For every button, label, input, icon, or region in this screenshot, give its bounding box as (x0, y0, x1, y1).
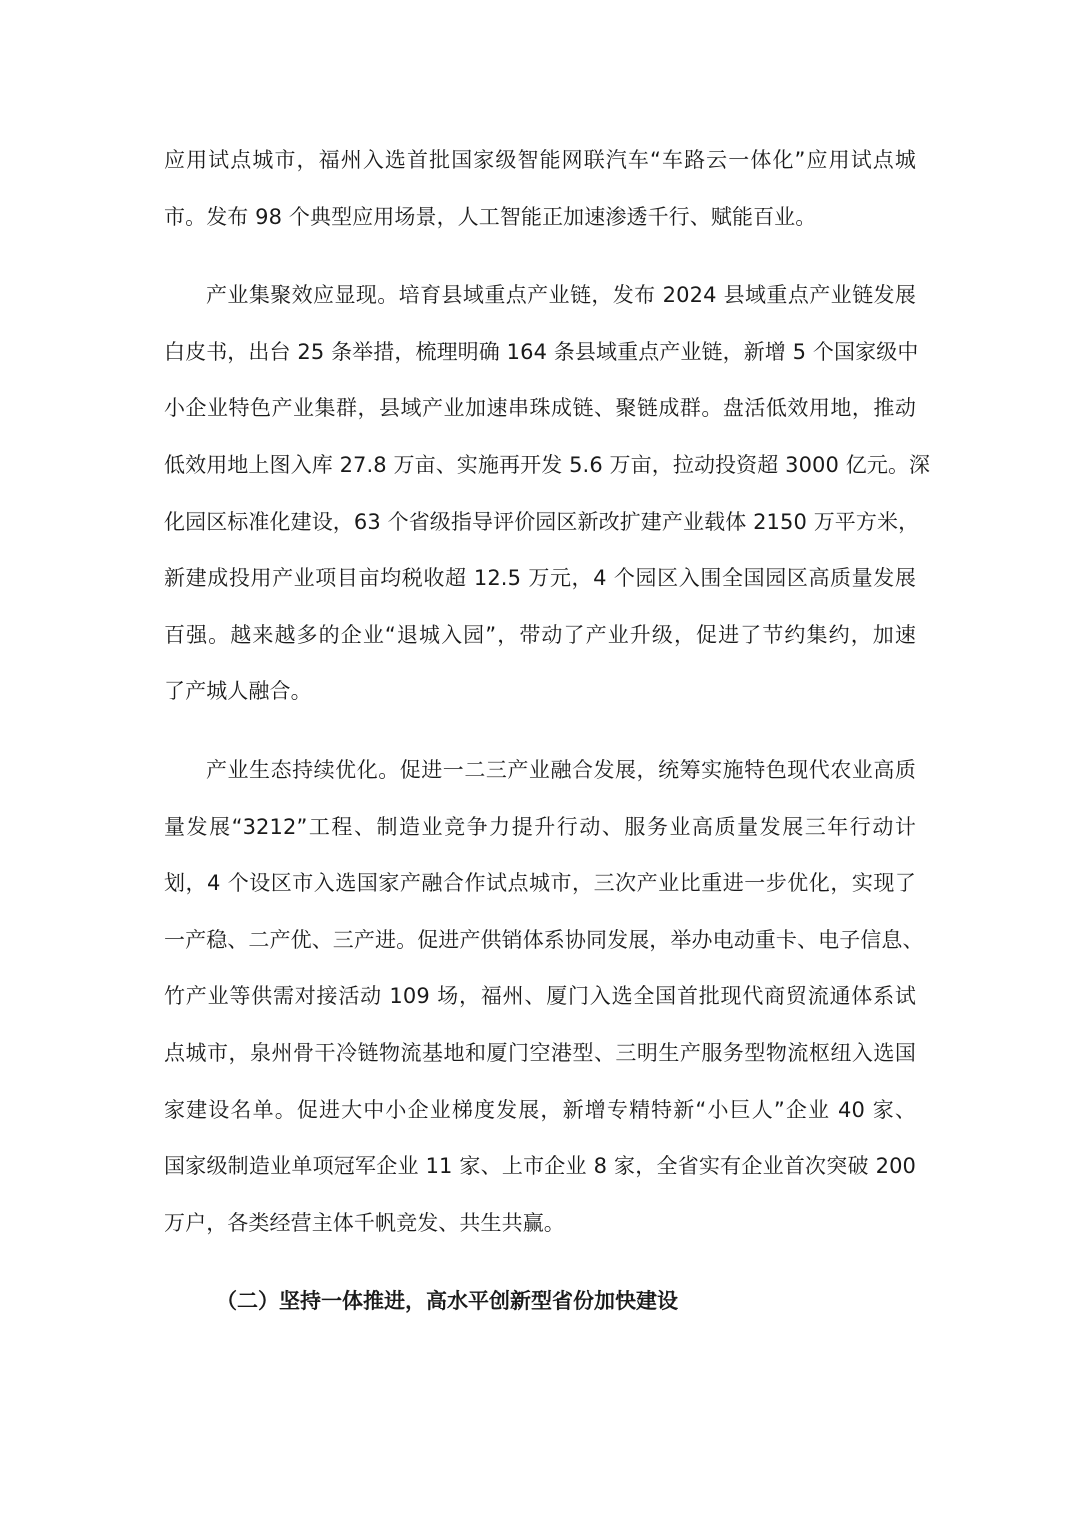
section-heading: （二）坚持一体推进，高水平创新型省份加快建设 (216, 1289, 678, 1314)
document-page (164, 132, 931, 1330)
text-line: 市。发布 98 个典型应用场景，人工智能正加速渗透千行、赋能百业。 (164, 204, 817, 229)
text-line: 一产稳、二产优、三产进。促进产供销体系协同发展，举办电动重卡、电子信息、 (164, 927, 924, 952)
text-line: 小企业特色产业集群，县域产业加速串珠成链、聚链成群。盘活低效用地，推动 (164, 396, 916, 421)
text-line: 了产城人融合。 (164, 679, 312, 704)
text-line: 点城市，泉州骨干冷链物流基地和厦门空港型、三明生产服务型物流枢纽入选国 (164, 1040, 916, 1065)
text-line: 白皮书，出台 25 条举措，梳理明确 164 条县域重点产业链，新增 5 个国家级中 (164, 339, 919, 364)
text-line: 竹产业等供需对接活动 109 场，福州、厦门入选全国首批现代商贸流通体系试 (164, 984, 916, 1009)
text-line: 产业生态持续优化。促进一二三产业融合发展，统筹实施特色现代农业高质 (206, 757, 916, 782)
text-line: 新建成投用产业项目亩均税收超 12.5 万元，4 个园区入围全国园区高质量发展 (164, 566, 916, 591)
text-line: 化园区标准化建设，63 个省级指导评价园区新改扩建产业载体 2150 万平方米， (164, 509, 920, 534)
paragraph-2 (164, 267, 931, 720)
text-line: 国家级制造业单项冠军企业 11 家、上市企业 8 家，全省实有企业首次突破 200 (164, 1154, 916, 1179)
text-line: 万户，各类经营主体千帆竞发、共生共赢。 (164, 1210, 565, 1235)
text-line: 百强。越来越多的企业“退城入园”，带动了产业升级，促进了节约集约，加速 (164, 622, 916, 647)
text-line: 量发展“3212”工程、制造业竞争力提升行动、服务业高质量发展三年行动计 (164, 814, 916, 839)
text-line: 低效用地上图入库 27.8 万亩、实施再开发 5.6 万亩，拉动投资超 3000 亿元。深 (164, 452, 931, 477)
text-line: 家建设名单。促进大中小企业梯度发展，新增专精特新“小巨人”企业 40 家、 (164, 1097, 916, 1122)
paragraph-spacer (164, 1251, 916, 1273)
paragraph-3 (164, 742, 924, 1251)
paragraph-1 (164, 132, 916, 245)
text-line: 划，4 个设区市入选国家产融合作试点城市，三次产业比重进一步优化，实现了 (164, 871, 916, 896)
text-line: 应用试点城市，福州入选首批国家级智能网联汽车“车路云一体化”应用试点城 (164, 148, 916, 172)
text-line: 产业集聚效应显现。培育县域重点产业链，发布 2024 县域重点产业链发展 (206, 283, 916, 308)
paragraph-spacer (164, 720, 916, 742)
paragraph-spacer (164, 245, 916, 267)
